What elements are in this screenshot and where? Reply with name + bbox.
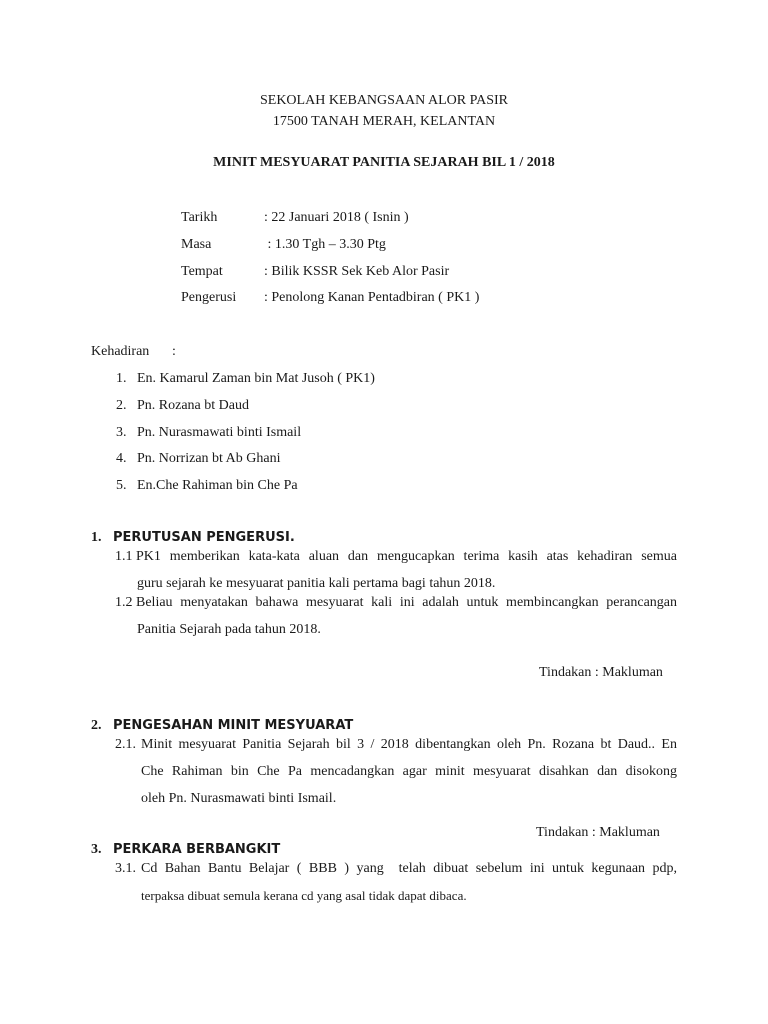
section-number: 1. — [91, 530, 102, 545]
attendee-name: Pn. Norrizan bt Ab Ghani — [137, 451, 281, 466]
paragraph-text: Che Rahiman bin Che Pa mencadangkan agar minit mesyuarat disahkan dan disokong — [141, 764, 677, 779]
paragraph-text: PK1 memberikan kata-kata aluan dan mengucapkan terima kasih atas kehadiran semua — [136, 549, 677, 564]
action-note: Tindakan : Makluman — [536, 825, 660, 840]
attendee-number: 5. — [116, 478, 127, 493]
meta-value-masa: : 1.30 Tgh – 3.30 Ptg — [264, 237, 386, 252]
school-name: SEKOLAH KEBANGSAAN ALOR PASIR — [259, 93, 508, 108]
section-number: 3. — [91, 842, 102, 857]
meta-label-tempat: Tempat — [181, 264, 223, 279]
paragraph-text: Cd Bahan Bantu Belajar ( BBB ) yang telah dibuat sebelum ini untuk kegunaan pdp, — [141, 861, 677, 876]
attendance-label: Kehadiran — [91, 344, 150, 359]
attendee-number: 2. — [116, 398, 127, 413]
meta-label-tarikh: Tarikh — [181, 210, 218, 225]
attendee-name: Pn. Rozana bt Daud — [137, 398, 249, 413]
attendee-number: 4. — [116, 451, 127, 466]
attendee-name: Pn. Nurasmawati binti Ismail — [137, 425, 302, 440]
paragraph-text: guru sejarah ke mesyuarat panitia kali pertama bagi tahun 2018. — [137, 576, 496, 591]
page-title: MINIT MESYUARAT PANITIA SEJARAH BIL 1 / 2018 — [213, 155, 555, 170]
meta-value-tarikh: : 22 Januari 2018 ( Isnin ) — [264, 210, 409, 225]
attendee-number: 1. — [116, 371, 127, 386]
section-title: PENGESAHAN MINIT MESYUARAT — [113, 718, 354, 733]
action-note: Tindakan : Makluman — [539, 665, 663, 680]
paragraph-number: 1.2 — [115, 595, 133, 610]
section-title: PERKARA BERBANGKIT — [113, 842, 281, 857]
paragraph-number: 1.1 — [115, 549, 133, 564]
meta-label-masa: Masa — [181, 237, 212, 252]
paragraph-text: terpaksa dibuat semula kerana cd yang asal tidak dapat dibaca. — [141, 888, 467, 903]
paragraph-number: 2.1. — [115, 737, 136, 752]
paragraph-text: Beliau menyatakan bahawa mesyuarat kali ini adalah untuk membincangkan perancangan — [136, 595, 677, 610]
section-number: 2. — [91, 718, 102, 733]
school-address: 17500 TANAH MERAH, KELANTAN — [272, 114, 496, 129]
paragraph-text: Minit mesyuarat Panitia Sejarah bil 3 / 2018 dibentangkan oleh Pn. Rozana bt Daud.. En — [141, 737, 677, 752]
meta-value-pengerusi: : Penolong Kanan Pentadbiran ( PK1 ) — [264, 290, 480, 305]
attendance-colon: : — [172, 344, 176, 359]
paragraph-text: Panitia Sejarah pada tahun 2018. — [137, 622, 321, 637]
meta-label-pengerusi: Pengerusi — [181, 290, 237, 305]
paragraph-text: oleh Pn. Nurasmawati binti Ismail. — [141, 791, 337, 806]
section-title: PERUTUSAN PENGERUSI. — [113, 530, 295, 545]
paragraph-number: 3.1. — [115, 861, 136, 876]
attendee-number: 3. — [116, 425, 127, 440]
attendee-name: En.Che Rahiman bin Che Pa — [137, 478, 298, 493]
attendee-name: En. Kamarul Zaman bin Mat Jusoh ( PK1) — [137, 371, 375, 386]
meta-value-tempat: : Bilik KSSR Sek Keb Alor Pasir — [264, 264, 450, 279]
